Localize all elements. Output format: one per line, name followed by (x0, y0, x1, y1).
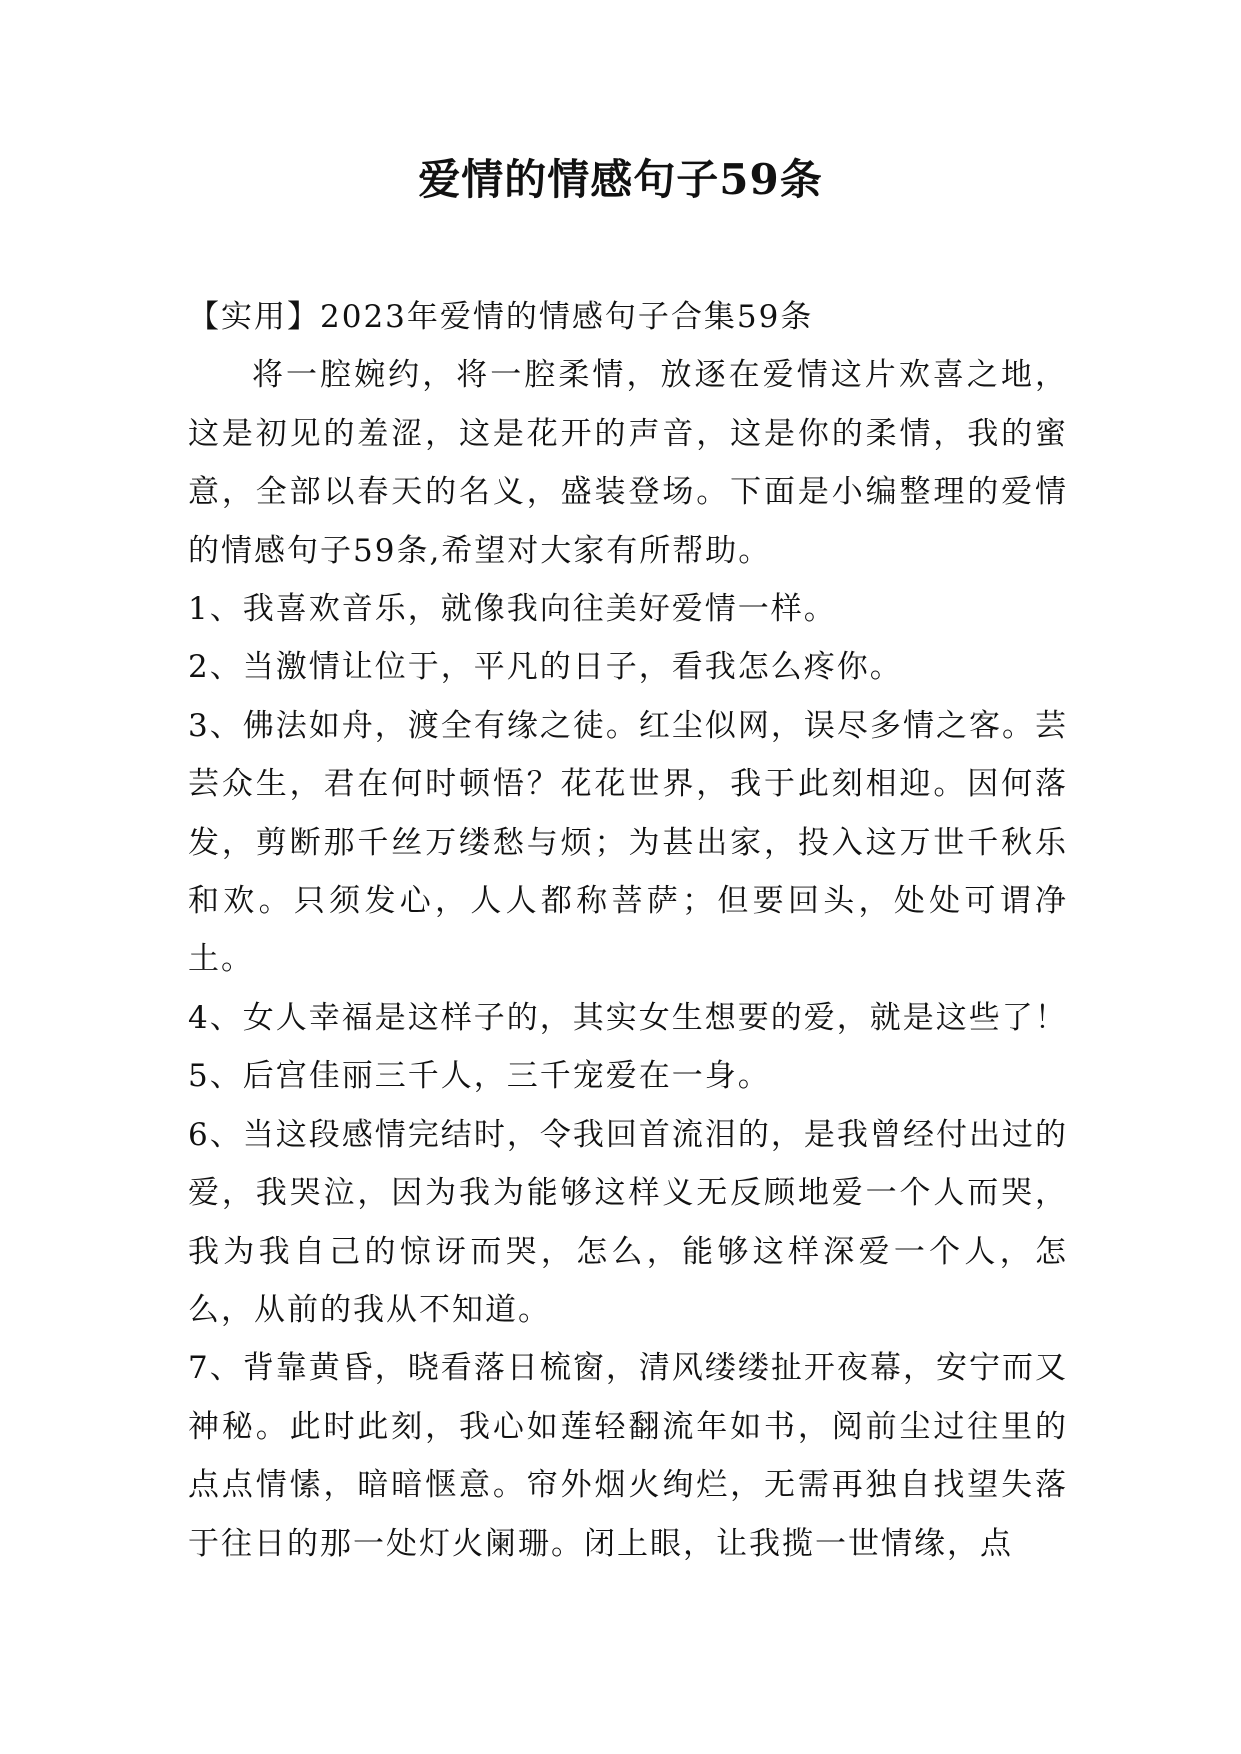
intro-paragraph: 将一腔婉约，将一腔柔情，放逐在爱情这片欢喜之地，这是初见的羞涩，这是花开的声音，这是你的柔情，我的蜜意，全部以春天的名义，盛装登场。下面是小编整理的爱情的情感句子59条,希望对大家有所帮助。 (188, 357, 1068, 569)
list-item: 5、后宫佳丽三千人，三千宠爱在一身。 (188, 1058, 771, 1095)
document-title: 爱情的情感句子59条 (418, 155, 823, 204)
list-item: 3、佛法如舟，渡全有缘之徒。红尘似网，误尽多情之客。芸芸众生，君在何时顿悟？花花世界，我于此刻相迎。因何落发，剪断那千丝万缕愁与烦；为甚出家，投入这万世千秋乐和欢。只须发心，人人都称菩萨；但要回头，处处可谓净土。 (188, 707, 1068, 978)
list-item: 4、女人幸福是这样子的，其实女生想要的爱，就是这些了！ (188, 999, 1068, 1036)
document-subtitle: 【实用】2023年爱情的情感句子合集59条 (188, 299, 814, 335)
document-body (188, 288, 1068, 1573)
list-item: 7、背靠黄昏，晓看落日梳窗，清风缕缕扯开夜幕，安宁而又神秘。此时此刻，我心如莲轻翻流年如书，阅前尘过往里的点点情愫，暗暗惬意。帘外烟火绚烂，无需再独自找望失落于往日的那一处灯火阑珊。闭上眼，让我揽一世情缘，点 (188, 1350, 1068, 1562)
list-item: 1、我喜欢音乐，就像我向往美好爱情一样。 (188, 591, 837, 628)
list-item: 6、当这段感情完结时，令我回首流泪的，是我曾经付出过的爱，我哭泣，因为我为能够这样义无反顾地爱一个人而哭，我为我自己的惊讶而哭，怎么，能够这样深爱一个人，怎么，从前的我从不知道。 (188, 1116, 1068, 1328)
list-item: 2、当激情让位于，平凡的日子，看我怎么疼你。 (188, 649, 903, 686)
